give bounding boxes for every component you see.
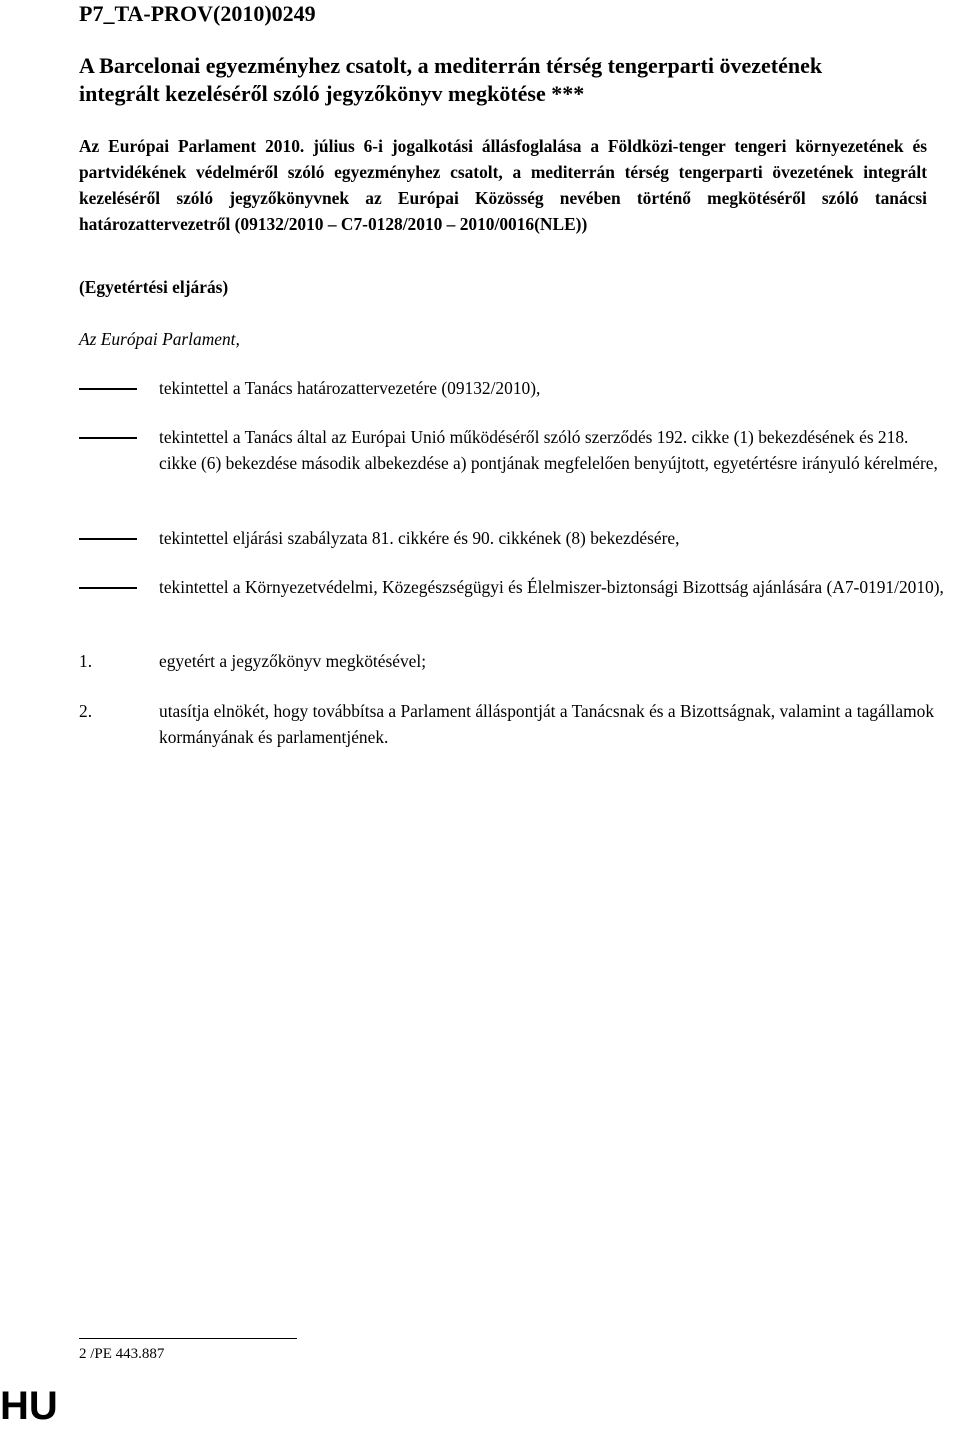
footer-divider (79, 1338, 297, 1339)
citation-text: tekintettel eljárási szabályzata 81. cikkére és 90. cikkének (8) bekezdésére, (159, 528, 680, 548)
point-text: utasítja elnökét, hogy továbbítsa a Parlament álláspontját a Tanácsnak és a Bizottságnak, valamint a tagállamok kormányának és parlamentjének. (159, 701, 935, 747)
citation-text: tekintettel a Tanács által az Európai Unió működéséről szóló szerződés 192. cikke (1) bekezdésének és 218. cikke (6) bekezdése második albekezdése a) pontjának megfelelően benyújtott, egyetértésre irányuló kérelmére, (159, 427, 938, 473)
numbered-point (79, 698, 949, 750)
point-text: egyetért a jegyzőkönyv megkötésével; (159, 651, 427, 671)
language-code: HU (0, 1384, 58, 1428)
page-reference: 2 /PE 443.887 (79, 1346, 165, 1362)
numbered-point (79, 648, 949, 674)
citation-text: tekintettel a Tanács határozattervezetére (09132/2010), (159, 378, 541, 398)
document-reference: P7_TA-PROV(2010)0249 (79, 1, 316, 26)
citation-item (79, 574, 949, 600)
citation-item (79, 424, 949, 476)
citation-text: tekintettel a Környezetvédelmi, Közegészségügyi és Élelmiszer-biztonsági Bizottság ajánlására (A7-0191/2010), (159, 577, 944, 597)
citation-item (79, 375, 949, 401)
parliament-intro: Az Európai Parlament, (79, 329, 240, 349)
document-title: A Barcelonai egyezményhez csatolt, a mediterrán térség tengerparti övezetének integrált kezeléséről szóló jegyzőkönyv megkötése *** (79, 53, 823, 106)
point-number: 2. (79, 701, 93, 721)
point-number: 1. (79, 651, 93, 671)
citation-item (79, 525, 949, 551)
procedure-label: (Egyetértési eljárás) (79, 277, 229, 297)
resolution-heading: Az Európai Parlament 2010. július 6-i jogalkotási állásfoglalása a Földközi-tenger tengeri környezetének és partvidékének védelméről szóló egyezményhez csatolt, a mediterrán térség tengerparti övezetének integrált kezeléséről szóló jegyzőkönyvnek az Európai Közösség nevében történő megkötéséről szóló tanácsi határozattervezetről (09132/2010 – C7-0128/2010 – 2010/0016(NLE)) (79, 136, 927, 234)
